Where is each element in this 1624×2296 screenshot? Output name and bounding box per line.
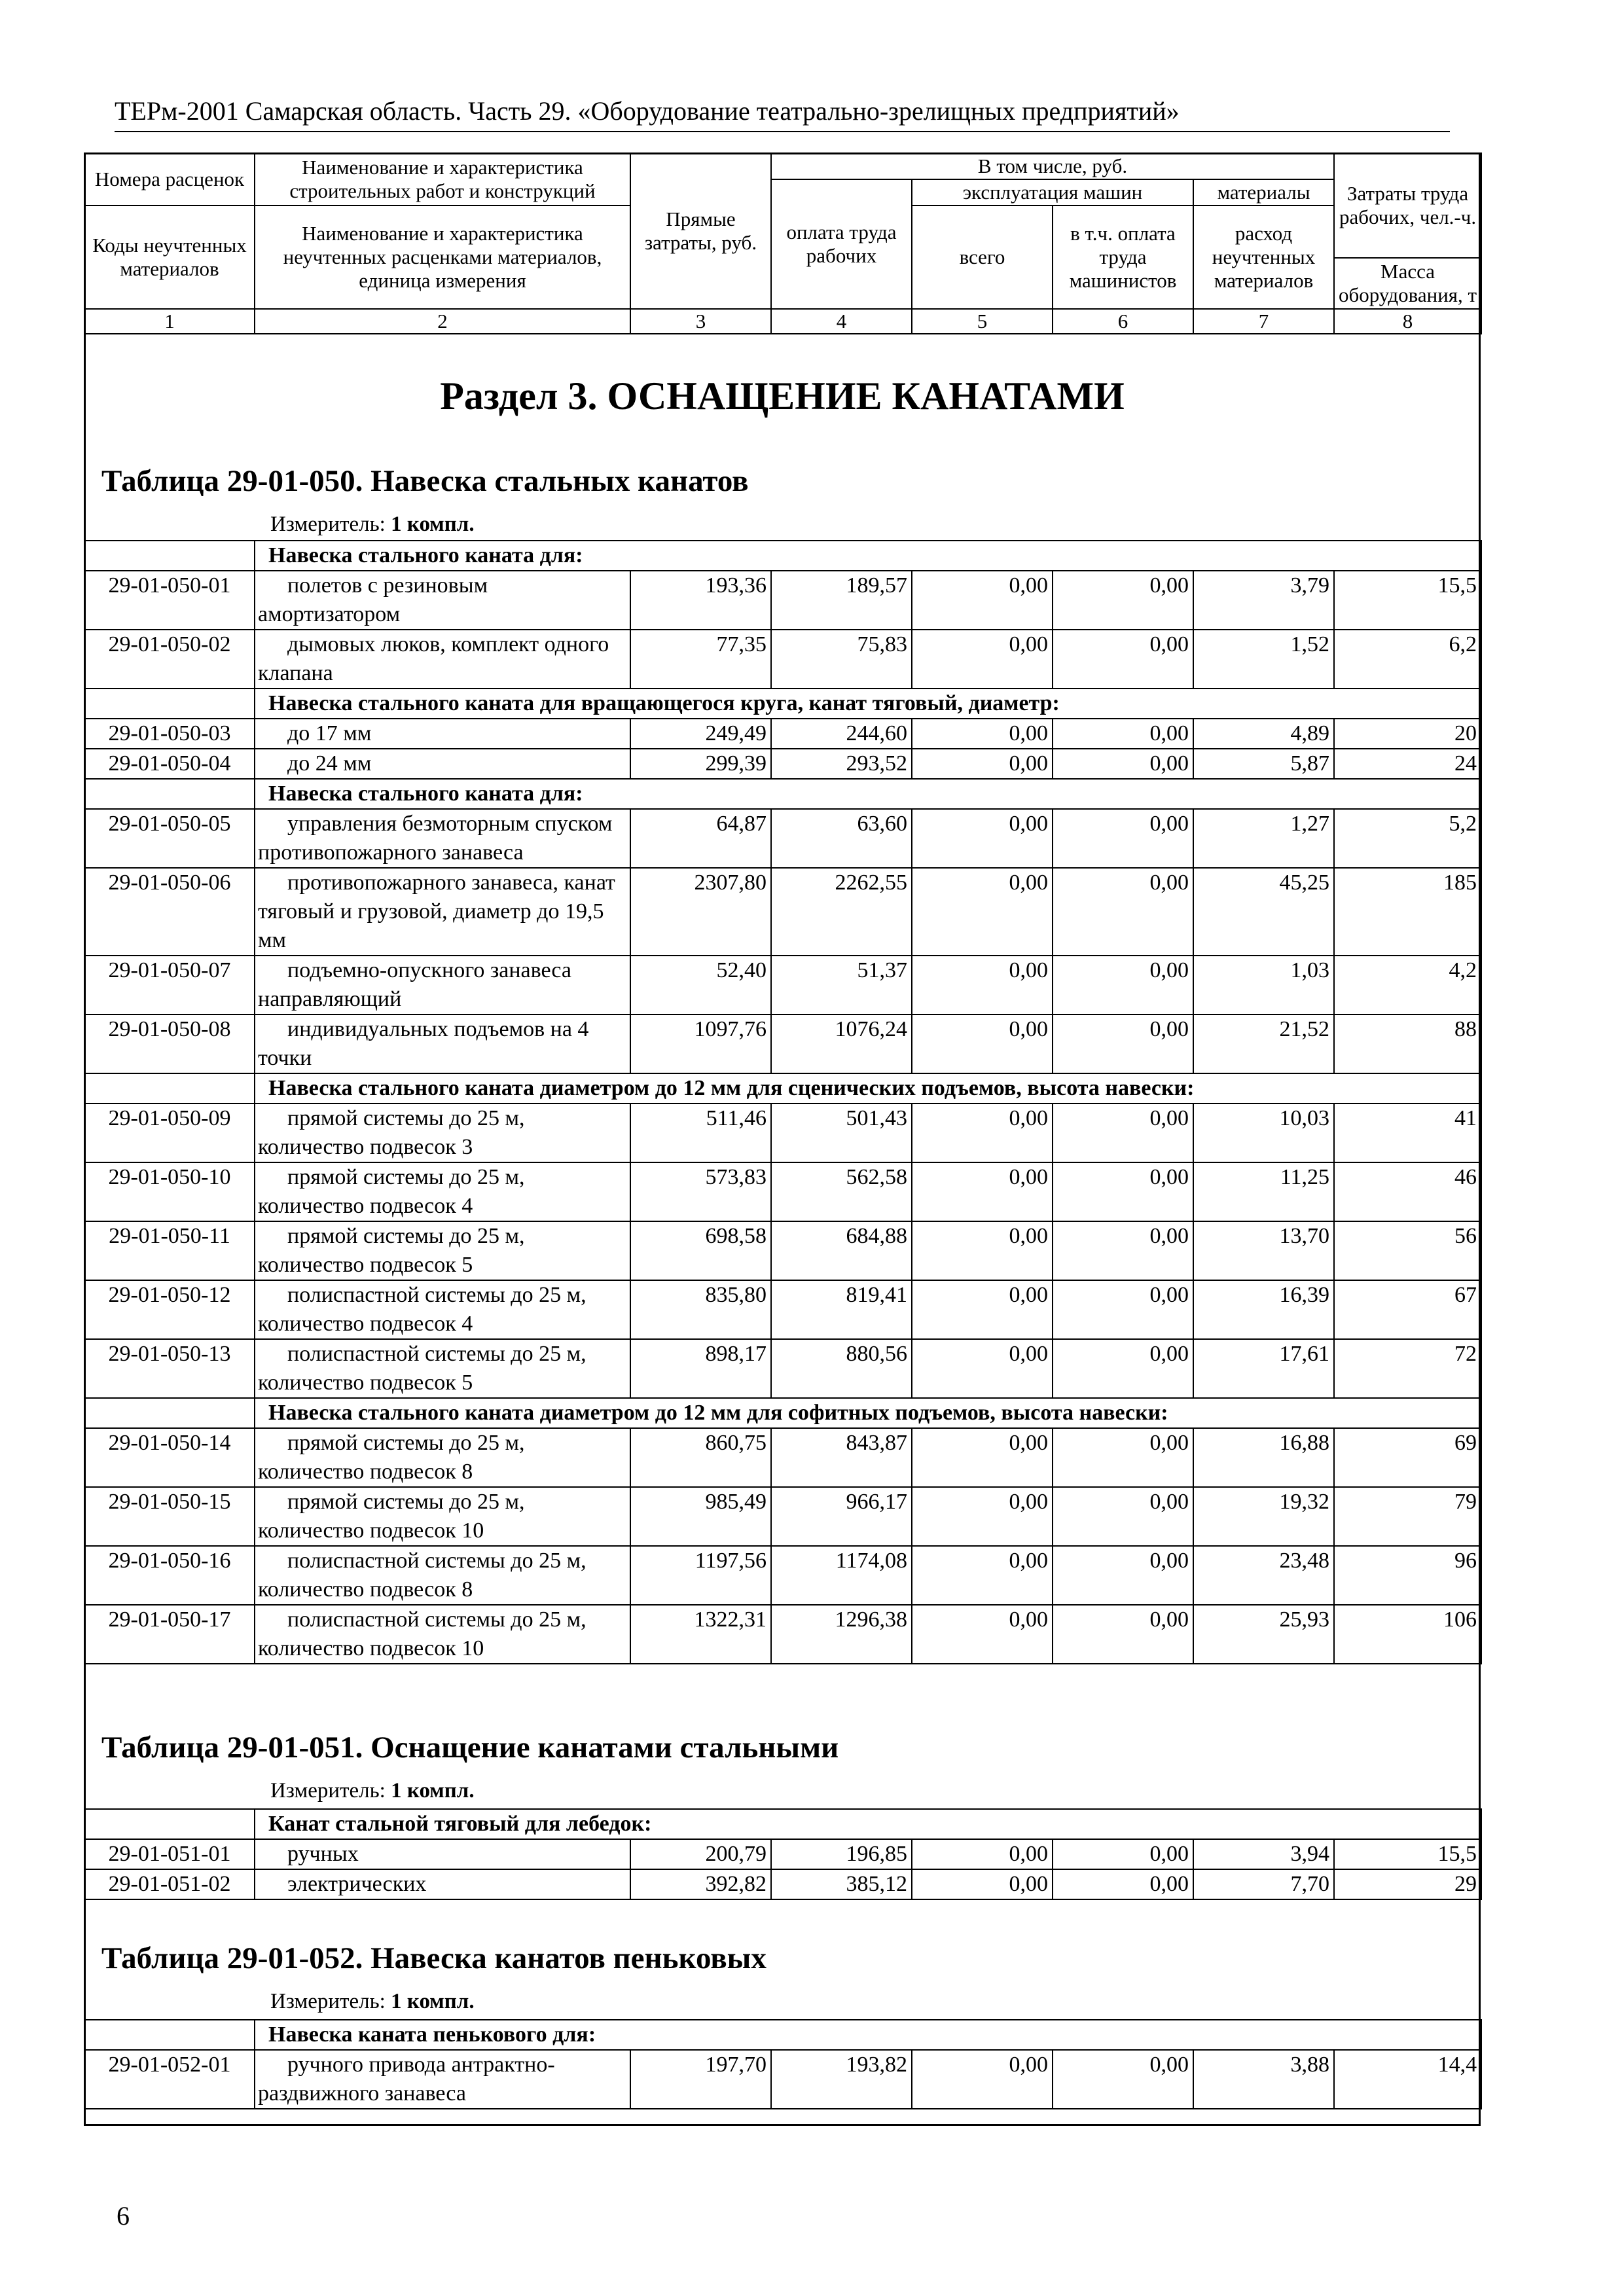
col-number: 6 — [1053, 309, 1193, 334]
col5-label: всего — [912, 206, 1053, 309]
rate-code: 29-01-050-15 — [84, 1487, 255, 1546]
group-heading: Навеска стального каната для: — [255, 779, 1481, 809]
machinist-pay-cell: 0,00 — [1053, 1162, 1193, 1221]
unit-value: 1 компл. — [391, 512, 475, 536]
labor-pay-cell: 293,52 — [771, 749, 912, 779]
materials-cost-cell: 1,27 — [1193, 809, 1334, 868]
materials-cost-cell: 23,48 — [1193, 1546, 1334, 1605]
col-number: 7 — [1193, 309, 1334, 334]
work-name: противопожарного занавеса, канат тяговый и грузовой, диаметр до 19,5 мм — [255, 868, 630, 956]
group-heading: Навеска стального каната для вращающегося круга, канат тяговый, диаметр: — [255, 689, 1481, 719]
group-heading: Навеска стального каната диаметром до 12 мм для сценических подъемов, высота навески: — [255, 1073, 1481, 1103]
rate-code: 29-01-050-04 — [84, 749, 255, 779]
work-name: управления безмоторным спуском противопожарного занавеса — [255, 809, 630, 868]
labor-pay-cell: 193,82 — [771, 2050, 912, 2109]
labor-hours-cell: 79 — [1334, 1487, 1481, 1546]
table-row — [84, 956, 1481, 1014]
table-row — [84, 1162, 1481, 1221]
table-row — [84, 2050, 1481, 2109]
table-row — [84, 1546, 1481, 1605]
direct-cost-cell: 573,83 — [630, 1162, 771, 1221]
machines-total-cell: 0,00 — [912, 1014, 1053, 1073]
labor-hours-cell: 15,5 — [1334, 571, 1481, 630]
group-heading: Канат стальной тяговый для лебедок: — [255, 1809, 1481, 1839]
group-row-spacer — [84, 1809, 255, 1839]
machines-total-cell: 0,00 — [912, 749, 1053, 779]
machinist-pay-cell: 0,00 — [1053, 571, 1193, 630]
work-name: прямой системы до 25 м, количество подвесок 10 — [255, 1487, 630, 1546]
machinist-pay-cell: 0,00 — [1053, 719, 1193, 749]
work-name: прямой системы до 25 м, количество подвесок 3 — [255, 1103, 630, 1162]
materials-cost-cell: 10,03 — [1193, 1103, 1334, 1162]
group-row-spacer — [84, 779, 255, 809]
work-name: ручных — [255, 1839, 630, 1869]
materials-cost-cell: 11,25 — [1193, 1162, 1334, 1221]
table-row — [84, 868, 1481, 956]
rate-code: 29-01-050-01 — [84, 571, 255, 630]
data-table — [84, 1808, 1482, 1900]
machines-total-cell: 0,00 — [912, 1221, 1053, 1280]
machines-total-cell: 0,00 — [912, 1487, 1053, 1546]
unit-label: Измеритель: — [270, 1779, 386, 1803]
work-name: полиспастной системы до 25 м, количество подвесок 5 — [255, 1339, 630, 1398]
unit-value: 1 компл. — [391, 1990, 475, 2013]
materials-cost-cell: 3,88 — [1193, 2050, 1334, 2109]
group-row-spacer — [84, 541, 255, 571]
unit-value: 1 компл. — [391, 1779, 475, 1803]
labor-pay-cell: 189,57 — [771, 571, 912, 630]
rate-code: 29-01-050-02 — [84, 630, 255, 689]
labor-hours-cell: 6,2 — [1334, 630, 1481, 689]
col2-top-label: Наименование и характеристика строительных работ и конструкций — [255, 153, 630, 206]
machinist-pay-cell: 0,00 — [1053, 1103, 1193, 1162]
group-row-spacer — [84, 1073, 255, 1103]
materials-cost-cell: 13,70 — [1193, 1221, 1334, 1280]
direct-cost-cell: 197,70 — [630, 2050, 771, 2109]
direct-cost-cell: 392,82 — [630, 1869, 771, 1899]
direct-cost-cell: 835,80 — [630, 1280, 771, 1339]
materials-cost-cell: 7,70 — [1193, 1869, 1334, 1899]
work-name: полетов с резиновым амортизатором — [255, 571, 630, 630]
work-name: полиспастной системы до 25 м, количество подвесок 10 — [255, 1605, 630, 1664]
table-row — [84, 1280, 1481, 1339]
page-number: 6 — [117, 2201, 130, 2231]
group-row — [84, 1809, 1481, 1839]
table-row — [84, 571, 1481, 630]
work-name: полиспастной системы до 25 м, количество подвесок 8 — [255, 1546, 630, 1605]
group-row-spacer — [84, 2020, 255, 2050]
materials-cost-cell: 4,89 — [1193, 719, 1334, 749]
work-name: полиспастной системы до 25 м, количество подвесок 4 — [255, 1280, 630, 1339]
col7-label: расход неучтенных материалов — [1193, 206, 1334, 309]
machines-total-cell: 0,00 — [912, 1546, 1053, 1605]
labor-pay-cell: 501,43 — [771, 1103, 912, 1162]
labor-pay-cell: 1296,38 — [771, 1605, 912, 1664]
direct-cost-cell: 193,36 — [630, 571, 771, 630]
col-number: 5 — [912, 309, 1053, 334]
machinist-pay-cell: 0,00 — [1053, 749, 1193, 779]
labor-pay-cell: 880,56 — [771, 1339, 912, 1398]
rate-code: 29-01-050-07 — [84, 956, 255, 1014]
col2-bottom-label: Наименование и характеристика неучтенных расценками материалов, единица измерения — [255, 206, 630, 309]
machinist-pay-cell: 0,00 — [1053, 630, 1193, 689]
machines-total-cell: 0,00 — [912, 1839, 1053, 1869]
col-number: 2 — [255, 309, 630, 334]
materials-label: материалы — [1193, 179, 1334, 206]
labor-pay-cell: 966,17 — [771, 1487, 912, 1546]
direct-cost-cell: 2307,80 — [630, 868, 771, 956]
materials-cost-cell: 19,32 — [1193, 1487, 1334, 1546]
machinist-pay-cell: 0,00 — [1053, 1839, 1193, 1869]
machines-total-cell: 0,00 — [912, 2050, 1053, 2109]
direct-cost-cell: 299,39 — [630, 749, 771, 779]
group-row — [84, 2020, 1481, 2050]
labor-hours-cell: 14,4 — [1334, 2050, 1481, 2109]
group-heading: Навеска каната пенькового для: — [255, 2020, 1481, 2050]
direct-cost-cell: 52,40 — [630, 956, 771, 1014]
rate-code: 29-01-050-10 — [84, 1162, 255, 1221]
group-row — [84, 541, 1481, 571]
col4-label: оплата труда рабочих — [771, 179, 912, 309]
labor-pay-cell: 1174,08 — [771, 1546, 912, 1605]
labor-pay-cell: 75,83 — [771, 630, 912, 689]
table-row — [84, 1221, 1481, 1280]
work-name: ручного привода антрактно-раздвижного занавеса — [255, 2050, 630, 2109]
rate-code: 29-01-050-16 — [84, 1546, 255, 1605]
work-name: до 24 мм — [255, 749, 630, 779]
labor-hours-cell: 106 — [1334, 1605, 1481, 1664]
col1-top-label: Номера расценок — [84, 153, 255, 206]
unit-line — [270, 1988, 475, 2015]
group-row — [84, 1398, 1481, 1428]
work-name: подъемно-опускного занавеса направляющий — [255, 956, 630, 1014]
machines-total-cell: 0,00 — [912, 1339, 1053, 1398]
machinist-pay-cell: 0,00 — [1053, 956, 1193, 1014]
table-row — [84, 809, 1481, 868]
labor-pay-cell: 244,60 — [771, 719, 912, 749]
direct-cost-cell: 985,49 — [630, 1487, 771, 1546]
labor-pay-cell: 385,12 — [771, 1869, 912, 1899]
machines-total-cell: 0,00 — [912, 1162, 1053, 1221]
rate-code: 29-01-050-03 — [84, 719, 255, 749]
labor-hours-cell: 72 — [1334, 1339, 1481, 1398]
direct-cost-cell: 511,46 — [630, 1103, 771, 1162]
machinist-pay-cell: 0,00 — [1053, 1869, 1193, 1899]
direct-cost-cell: 249,49 — [630, 719, 771, 749]
labor-hours-cell: 5,2 — [1334, 809, 1481, 868]
col8-top-label: Затраты труда рабочих, чел.-ч. — [1334, 153, 1481, 258]
direct-cost-cell: 1097,76 — [630, 1014, 771, 1073]
materials-cost-cell: 16,39 — [1193, 1280, 1334, 1339]
machinist-pay-cell: 0,00 — [1053, 1487, 1193, 1546]
labor-pay-cell: 684,88 — [771, 1221, 912, 1280]
labor-pay-cell: 843,87 — [771, 1428, 912, 1487]
machines-total-cell: 0,00 — [912, 956, 1053, 1014]
rate-code: 29-01-050-17 — [84, 1605, 255, 1664]
labor-pay-cell: 562,58 — [771, 1162, 912, 1221]
machinist-pay-cell: 0,00 — [1053, 1280, 1193, 1339]
labor-pay-cell: 819,41 — [771, 1280, 912, 1339]
rate-code: 29-01-052-01 — [84, 2050, 255, 2109]
direct-cost-cell: 698,58 — [630, 1221, 771, 1280]
labor-hours-cell: 4,2 — [1334, 956, 1481, 1014]
rate-code: 29-01-050-13 — [84, 1339, 255, 1398]
table-row — [84, 1487, 1481, 1546]
machines-total-cell: 0,00 — [912, 1605, 1053, 1664]
direct-cost-cell: 1197,56 — [630, 1546, 771, 1605]
group-row — [84, 1073, 1481, 1103]
table-row — [84, 630, 1481, 689]
labor-pay-cell: 1076,24 — [771, 1014, 912, 1073]
machinist-pay-cell: 0,00 — [1053, 1605, 1193, 1664]
materials-cost-cell: 1,52 — [1193, 630, 1334, 689]
rate-code: 29-01-051-02 — [84, 1869, 255, 1899]
col-number: 8 — [1334, 309, 1481, 334]
materials-cost-cell: 45,25 — [1193, 868, 1334, 956]
labor-hours-cell: 88 — [1334, 1014, 1481, 1073]
direct-cost-cell: 1322,31 — [630, 1605, 771, 1664]
table-row — [84, 1839, 1481, 1869]
materials-cost-cell: 5,87 — [1193, 749, 1334, 779]
labor-hours-cell: 24 — [1334, 749, 1481, 779]
machinist-pay-cell: 0,00 — [1053, 1428, 1193, 1487]
unit-label: Измеритель: — [270, 512, 386, 536]
machines-total-cell: 0,00 — [912, 1428, 1053, 1487]
rate-code: 29-01-050-06 — [84, 868, 255, 956]
machinist-pay-cell: 0,00 — [1053, 868, 1193, 956]
table-row — [84, 1869, 1481, 1899]
materials-cost-cell: 25,93 — [1193, 1605, 1334, 1664]
labor-hours-cell: 15,5 — [1334, 1839, 1481, 1869]
machines-total-cell: 0,00 — [912, 719, 1053, 749]
table-row — [84, 1428, 1481, 1487]
labor-pay-cell: 196,85 — [771, 1839, 912, 1869]
direct-cost-cell: 64,87 — [630, 809, 771, 868]
group-row — [84, 779, 1481, 809]
rate-code: 29-01-050-09 — [84, 1103, 255, 1162]
machinist-pay-cell: 0,00 — [1053, 2050, 1193, 2109]
data-table — [84, 2019, 1482, 2109]
page-header: ТЕРм-2001 Самарская область. Часть 29. «Оборудование театрально-зрелищных предприятий» — [115, 96, 1180, 126]
labor-hours-cell: 56 — [1334, 1221, 1481, 1280]
labor-hours-cell: 20 — [1334, 719, 1481, 749]
rate-code: 29-01-050-14 — [84, 1428, 255, 1487]
column-header — [84, 152, 1482, 334]
materials-cost-cell: 21,52 — [1193, 1014, 1334, 1073]
table-row — [84, 749, 1481, 779]
group-row — [84, 689, 1481, 719]
work-name: прямой системы до 25 м, количество подвесок 8 — [255, 1428, 630, 1487]
materials-cost-cell: 3,79 — [1193, 571, 1334, 630]
col6-label: в т.ч. оплата труда машинистов — [1053, 206, 1193, 309]
machinist-pay-cell: 0,00 — [1053, 1546, 1193, 1605]
materials-cost-cell: 3,94 — [1193, 1839, 1334, 1869]
col-number: 4 — [771, 309, 912, 334]
col3-label: Прямые затраты, руб. — [630, 153, 771, 309]
work-name: прямой системы до 25 м, количество подвесок 5 — [255, 1221, 630, 1280]
machinist-pay-cell: 0,00 — [1053, 809, 1193, 868]
labor-pay-cell: 63,60 — [771, 809, 912, 868]
col1-bottom-label: Коды неучтенных материалов — [84, 206, 255, 309]
labor-hours-cell: 41 — [1334, 1103, 1481, 1162]
materials-cost-cell: 17,61 — [1193, 1339, 1334, 1398]
group-heading: Навеска стального каната диаметром до 12 мм для софитных подъемов, высота навески: — [255, 1398, 1481, 1428]
labor-hours-cell: 185 — [1334, 868, 1481, 956]
labor-hours-cell: 69 — [1334, 1428, 1481, 1487]
col-number: 1 — [84, 309, 255, 334]
group-heading: Навеска стального каната для: — [255, 541, 1481, 571]
machines-total-cell: 0,00 — [912, 809, 1053, 868]
materials-cost-cell: 1,03 — [1193, 956, 1334, 1014]
section-title: Раздел 3. ОСНАЩЕНИЕ КАНАТАМИ — [440, 374, 1125, 418]
direct-cost-cell: 860,75 — [630, 1428, 771, 1487]
group-row-spacer — [84, 1398, 255, 1428]
rate-code: 29-01-050-05 — [84, 809, 255, 868]
work-name: до 17 мм — [255, 719, 630, 749]
machines-total-cell: 0,00 — [912, 1103, 1053, 1162]
table-row — [84, 1339, 1481, 1398]
machines-label: эксплуатация машин — [912, 179, 1193, 206]
table-title: Таблица 29-01-052. Навеска канатов пеньковых — [101, 1941, 767, 1975]
materials-cost-cell: 16,88 — [1193, 1428, 1334, 1487]
header-rule — [115, 131, 1450, 132]
labor-hours-cell: 96 — [1334, 1546, 1481, 1605]
machinist-pay-cell: 0,00 — [1053, 1221, 1193, 1280]
unit-label: Измеритель: — [270, 1990, 386, 2013]
labor-pay-cell: 2262,55 — [771, 868, 912, 956]
table-row — [84, 1103, 1481, 1162]
labor-pay-cell: 51,37 — [771, 956, 912, 1014]
labor-hours-cell: 67 — [1334, 1280, 1481, 1339]
direct-cost-cell: 200,79 — [630, 1839, 771, 1869]
rate-code: 29-01-051-01 — [84, 1839, 255, 1869]
table-row — [84, 719, 1481, 749]
machines-total-cell: 0,00 — [912, 1280, 1053, 1339]
direct-cost-cell: 77,35 — [630, 630, 771, 689]
col8-bottom-label: Масса оборудования, т — [1334, 258, 1481, 309]
rate-code: 29-01-050-12 — [84, 1280, 255, 1339]
col-number: 3 — [630, 309, 771, 334]
table-title: Таблица 29-01-051. Оснащение канатами стальными — [101, 1731, 839, 1765]
labor-hours-cell: 29 — [1334, 1869, 1481, 1899]
unit-line — [270, 1777, 475, 1804]
direct-cost-cell: 898,17 — [630, 1339, 771, 1398]
data-table — [84, 540, 1482, 1664]
work-name: электрических — [255, 1869, 630, 1899]
incl-label: В том числе, руб. — [771, 153, 1334, 179]
machines-total-cell: 0,00 — [912, 630, 1053, 689]
work-name: индивидуальных подъемов на 4 точки — [255, 1014, 630, 1073]
group-row-spacer — [84, 689, 255, 719]
table-row — [84, 1014, 1481, 1073]
work-name: дымовых люков, комплект одного клапана — [255, 630, 630, 689]
machines-total-cell: 0,00 — [912, 868, 1053, 956]
machinist-pay-cell: 0,00 — [1053, 1014, 1193, 1073]
table-row — [84, 1605, 1481, 1664]
machinist-pay-cell: 0,00 — [1053, 1339, 1193, 1398]
unit-line — [270, 511, 475, 538]
table-title: Таблица 29-01-050. Навеска стальных канатов — [101, 464, 749, 498]
machines-total-cell: 0,00 — [912, 571, 1053, 630]
rate-code: 29-01-050-11 — [84, 1221, 255, 1280]
labor-hours-cell: 46 — [1334, 1162, 1481, 1221]
rate-code: 29-01-050-08 — [84, 1014, 255, 1073]
machines-total-cell: 0,00 — [912, 1869, 1053, 1899]
work-name: прямой системы до 25 м, количество подвесок 4 — [255, 1162, 630, 1221]
